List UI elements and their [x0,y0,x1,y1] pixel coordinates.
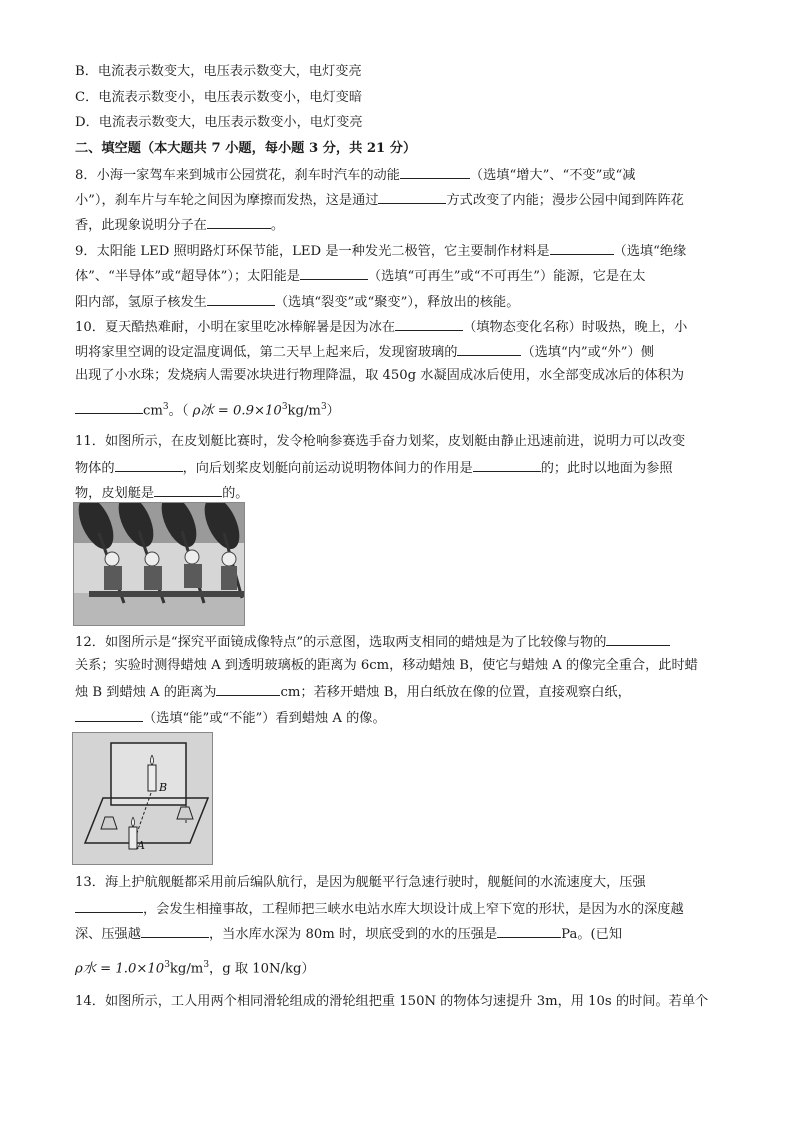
mirror-candle-illustration [73,733,212,864]
q12-text: 12．如图所示是“探究平面镜成像特点”的示意图，选取两支相同的蜡烛是为了比较像与物的 [75,635,607,650]
q9-text: （选填“可再生”或“不可再生”）能源，它是在太 [367,269,646,284]
q8-line-2 [75,189,684,211]
q10-line-4: $cm^3$。（ ρ冰 = $0.9\times 10^3kg/m^3$） [75,397,340,421]
section-heading: 二、填空题（本大题共 7 小题，每小题 3 分，共 21 分） [75,141,417,156]
q12-text: 烛 B 到蜡烛 A 的距离为 [75,685,217,700]
q10-text: ） [326,403,340,419]
answer-blank[interactable] [378,189,446,204]
q11-text: 物体的 [75,461,115,476]
q10-text: （选填“内”或“外”）侧 [521,345,654,360]
density-unit: kg/m [287,403,321,419]
answer-blank[interactable] [207,291,275,306]
q13-text: ，当水库水深为 80m 时，坝底受到的水的压强是 [208,927,498,942]
q8-line-3 [75,214,284,236]
answer-blank[interactable] [395,316,463,331]
q13-text: ，g 取 10N/kg） [209,961,315,977]
answer-blank[interactable] [216,681,280,696]
q12-line-2: 关系；实验时测得蜡烛 A 到透明玻璃板的距离为 6cm，移动蜡烛 B，使它与蜡烛 A 的像完全重合，此时蜡 [75,658,698,673]
q9-text: （选填“绝缘 [613,244,687,259]
q10-unit: cm [143,403,163,419]
q13-text: 深、压强越 [75,927,141,942]
q13-line-4: ρ水 = $1.0\times 10^3kg/m^3$，g 取 10N/kg） [75,960,315,977]
answer-blank[interactable] [154,482,222,497]
answer-blank[interactable] [75,399,143,414]
q9-line-1 [75,240,686,262]
q11-text: ，向后划桨皮划艇向前运动说明物体间力的作用是 [182,461,473,476]
answer-blank[interactable] [75,707,143,722]
q8-text: 小”），刹车片与车轮之间因为摩擦而发热，这是通过 [75,193,379,208]
candle-a-label: A [137,839,145,852]
q13-text: ，会发生相撞事故，工程师把三峡水电站水库大坝设计成上窄下宽的形状，是因为水的深度越 [143,902,684,917]
q10-line-3: 出现了小水珠；发烧病人需要冰块进行物理降温，取 450g 水凝固成冰后使用，水全部变成冰后的体积为 [75,368,685,383]
q12-text: （选填“能”或“不能”）看到蜡烛 A 的像。 [143,711,386,726]
q11-text: 的；此时以地面为参照 [540,461,673,476]
q9-line-2 [75,265,645,287]
q8-text: 香，此现象说明分子在 [75,218,207,233]
answer-blank[interactable] [300,265,368,280]
q10-text: 。（ [168,403,189,419]
q12-line-3 [75,681,631,703]
q11-text: 的。 [222,486,249,501]
q11-line-2 [75,457,673,479]
candle-b-label: B [159,781,168,794]
q10-text: 10．夏天酷热难耐，小明在家里吃冰棒解暑是因为冰在 [75,320,396,335]
q11-line-1: 11．如图所示，在皮划艇比赛时，发令枪响参赛选手奋力划桨，皮划艇由静止迅速前进，说明力可以改变 [75,434,686,449]
kayak-race-illustration [74,503,244,625]
answer-blank[interactable] [400,164,470,179]
q10-text: 明将家里空调的设定温度调低，第二天早上起来后，发现窗玻璃的 [75,345,458,360]
q8-line-1 [75,164,635,186]
option-d: D．电流表示数变大，电压表示数变小，电灯变亮 [75,115,363,130]
answer-blank[interactable] [141,923,209,938]
q8-text: 方式改变了内能；漫步公园中闻到阵阵花 [446,193,684,208]
q13-line-3 [75,923,622,945]
answer-blank[interactable] [207,214,271,229]
answer-blank[interactable] [473,457,541,472]
q8-text: 。 [270,218,285,233]
water-density-formula: ρ水 = 1.0×10 [75,961,165,977]
q9-text: 阳内部，氢原子核发生 [75,295,207,310]
q9-line-3 [75,291,519,313]
q12-line-4 [75,707,386,729]
q10-text: （填物态变化名称）时吸热，晚上，小 [463,320,688,335]
kayak-race-photo [73,502,245,626]
q13-line-1: 13．海上护航舰艇都采用前后编队航行，是因为舰艇平行急速行驶时，舰艇间的水流速度大，压强 [75,875,646,890]
plane-mirror-diagram [72,732,213,865]
option-b: B．电流表示数变大，电压表示数变大，电灯变亮 [75,64,362,79]
q10-line-2 [75,341,654,363]
q11-line-3 [75,482,249,504]
answer-blank[interactable] [75,898,143,913]
q8-text: 8．小海一家驾车来到城市公园赏花，刹车时汽车的动能 [75,168,400,183]
q14-line-1: 14．如图所示，工人用两个相同滑轮组成的滑轮组把重 150N 的物体匀速提升 3m，用 10s 的时间。若单个 [75,994,709,1009]
answer-blank[interactable] [115,457,183,472]
q9-text: 体”、“半导体”或“超导体”）；太阳能是 [75,269,300,284]
q13-text: Pa。(已知 [561,927,623,942]
answer-blank[interactable] [497,923,561,938]
answer-blank[interactable] [606,631,670,646]
option-c: C．电流表示数变小，电压表示数变小，电灯变暗 [75,90,363,105]
q12-text: cm；若移开蜡烛 B，用白纸放在像的位置，直接观察白纸， [280,685,631,700]
density-unit: kg/m [169,961,204,977]
q10-line-1 [75,316,687,338]
q12-line-1 [75,631,670,653]
answer-blank[interactable] [457,341,521,356]
q11-text: 物，皮划艇是 [75,486,155,501]
q13-line-2 [75,898,684,920]
q8-text: （选填“增大”、“不变”或“减 [469,168,636,183]
q9-text: （选填“裂变”或“聚变”），释放出的核能。 [274,295,520,310]
answer-blank[interactable] [550,240,614,255]
ice-density-formula: ρ冰 = 0.9×10 [192,403,282,419]
q9-text: 9．太阳能 LED 照明路灯环保节能，LED 是一种发光二极管，它主要制作材料是 [75,244,550,259]
